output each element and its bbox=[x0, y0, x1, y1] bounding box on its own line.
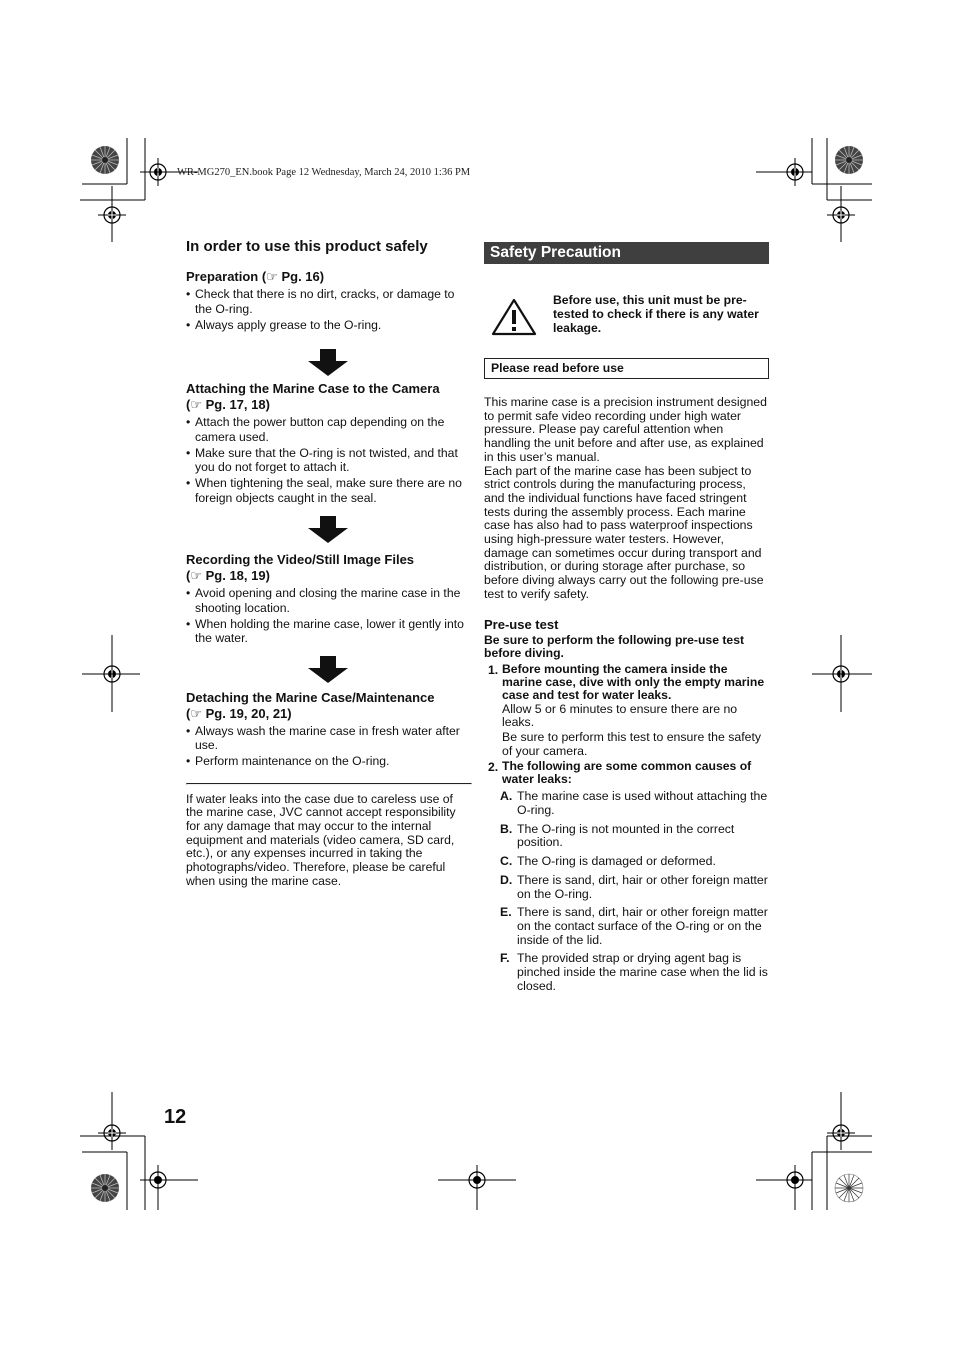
flow-arrow bbox=[186, 349, 470, 379]
cause-letter: A. bbox=[500, 789, 513, 804]
step-number: 1. bbox=[488, 662, 499, 677]
read-before-use-box: Please read before use bbox=[484, 358, 769, 379]
cause-text: The marine case is used without attaching the O-ring. bbox=[517, 789, 768, 818]
page-ref-icon: ☞ bbox=[266, 269, 278, 284]
book-header-line: WR-MG270_EN.book Page 12 Wednesday, March 24, 2010 1:36 PM bbox=[177, 167, 471, 178]
step-title: Detaching the Marine Case/Maintenance bbox=[186, 689, 435, 705]
step-ref: Pg. 19, 20, 21) bbox=[202, 705, 292, 721]
step-ref: Pg. 16) bbox=[277, 269, 325, 284]
color-target-icon bbox=[835, 1174, 863, 1202]
color-target-icon bbox=[91, 146, 119, 174]
cause-letter: D. bbox=[500, 872, 513, 887]
cause-text: The provided strap or drying agent bag is pinched inside the marine case when the lid is closed. bbox=[517, 951, 768, 993]
bullet-item: • When tightening the seal, make sure there are no foreign objects caught in the seal. bbox=[186, 476, 470, 505]
leak-cause-item bbox=[484, 906, 769, 947]
safety-precaution-column bbox=[484, 242, 769, 999]
down-arrow-icon bbox=[308, 656, 348, 683]
cause-text: There is sand, dirt, hair or other foreign matter on the contact surface of the O-ring or on the inside of the lid. bbox=[517, 905, 768, 947]
leak-cause-item bbox=[484, 790, 769, 817]
page-ref-icon: ☞ bbox=[190, 705, 202, 721]
warning-text: Before use, this unit must be pre-tested to check if there is any water leakage. bbox=[553, 293, 759, 335]
leak-cause-item bbox=[484, 952, 769, 993]
bullet-item: • Attach the power button cap depending on the camera used. bbox=[186, 415, 470, 444]
step-recording: Recording the Video/Still Image Files (☞ Pg. 18, 19) • Avoid opening and closing the marine case in the shooting location. • When holding the marine case, lower it gently into the water. bbox=[186, 552, 470, 646]
cause-text: The O-ring is not mounted in the correct position. bbox=[517, 821, 735, 850]
cause-letter: F. bbox=[500, 951, 510, 966]
flow-heading: In order to use this product safely bbox=[186, 238, 428, 255]
step-ref: Pg. 17, 18) bbox=[202, 397, 270, 412]
step-ref: Pg. 18, 19) bbox=[202, 568, 270, 583]
bullet-item: • Always apply grease to the O-ring. bbox=[186, 318, 470, 333]
cause-text: There is sand, dirt, hair or other foreign matter on the O-ring. bbox=[517, 872, 768, 901]
step-number: 2. bbox=[488, 760, 499, 775]
step-title: Attaching the Marine Case to the Camera bbox=[186, 381, 440, 396]
leak-causes-list bbox=[484, 790, 769, 993]
step-title: Recording the Video/Still Image Files bbox=[186, 552, 415, 567]
divider bbox=[186, 783, 472, 785]
bullet-item: • Make sure that the O-ring is not twisted, and that you do not forget to attach it. bbox=[186, 446, 470, 475]
page-number: 12 bbox=[164, 1106, 187, 1128]
preuse-step-1 bbox=[484, 663, 769, 759]
bullet-item: • When holding the marine case, lower it gently into the water. bbox=[186, 617, 470, 646]
step-detail: Be sure to perform this test to ensure the safety of your camera. bbox=[502, 729, 762, 758]
cause-text: The O-ring is damaged or deformed. bbox=[517, 854, 716, 869]
quality-paragraph: Each part of the marine case has been subject to strict controls during the manufacturing process, and the individual functions have faced stringent tests during the assembly process. Each marine case has also had to pass waterproof inspections using high-pressure water testers. However, damage can sometimes occur during transport and distribution, or during storage after purchase, so before diving always carry out the following pre-use test to verify safety. bbox=[484, 463, 764, 601]
flow-arrow bbox=[186, 516, 470, 546]
preuse-heading: Pre-use test bbox=[484, 616, 559, 632]
bullet-item: • Perform maintenance on the O-ring. bbox=[186, 754, 470, 769]
cause-letter: E. bbox=[500, 905, 512, 920]
leak-cause-item bbox=[484, 823, 769, 850]
color-target-icon bbox=[91, 1174, 119, 1202]
intro-paragraph: This marine case is a precision instrument designed to permit safe video recording under high water pressure. Please pay careful attention when handling the unit before and after use, as explained in this user’s manual. bbox=[484, 395, 767, 464]
section-title: Safety Precaution bbox=[484, 242, 769, 264]
liability-note: If water leaks into the case due to careless use of the marine case, JVC cannot accept responsibility for any damage that may occur to the internal equipment and materials (video camera, SD card, etc.), or any expenses incurred in taking the photographs/video. Therefore, please be careful when using the marine case. bbox=[186, 791, 456, 888]
preuse-intro: Be sure to perform the following pre-use test before diving. bbox=[484, 632, 745, 660]
down-arrow-icon bbox=[308, 349, 348, 376]
leak-cause-item bbox=[484, 874, 769, 901]
leak-cause-item bbox=[484, 855, 769, 869]
step-detail: Allow 5 or 6 minutes to ensure there are no leaks. bbox=[502, 701, 738, 730]
flow-arrow bbox=[186, 656, 470, 686]
page-ref-icon: ☞ bbox=[190, 568, 202, 583]
page-ref-icon: ☞ bbox=[190, 397, 202, 412]
bullet-item: • Check that there is no dirt, cracks, or damage to the O-ring. bbox=[186, 287, 470, 316]
safety-flow-column bbox=[186, 238, 470, 888]
warning-triangle-icon bbox=[491, 298, 537, 336]
cause-letter: C. bbox=[500, 854, 513, 869]
step-instruction: The following are some common causes of water leaks: bbox=[502, 759, 752, 787]
down-arrow-icon bbox=[308, 516, 348, 543]
step-attaching: Attaching the Marine Case to the Camera (☞ Pg. 17, 18) • Attach the power button cap depending on the camera used. • Make sure that the O-ring is not twisted, and that you do not forget to attach it. • When tightening the seal, make sure there are no foreign objects caught in the seal. bbox=[186, 381, 470, 505]
preuse-step-2 bbox=[484, 760, 769, 786]
step-detaching: Detaching the Marine Case/Maintenance (☞ Pg. 19, 20, 21) • Always wash the marine case in fresh water after use. • Perform maintenance on the O-ring. bbox=[186, 690, 470, 769]
warning-block bbox=[484, 264, 769, 334]
step-title: Preparation ( bbox=[186, 269, 267, 284]
step-preparation bbox=[186, 269, 470, 332]
bullet-item: • Avoid opening and closing the marine case in the shooting location. bbox=[186, 586, 470, 615]
color-target-icon bbox=[835, 146, 863, 174]
step-instruction: Before mounting the camera inside the marine case, dive with only the empty marine case and test for water leaks. bbox=[502, 661, 765, 702]
cause-letter: B. bbox=[500, 821, 513, 836]
bullet-item: • Always wash the marine case in fresh water after use. bbox=[186, 724, 470, 753]
